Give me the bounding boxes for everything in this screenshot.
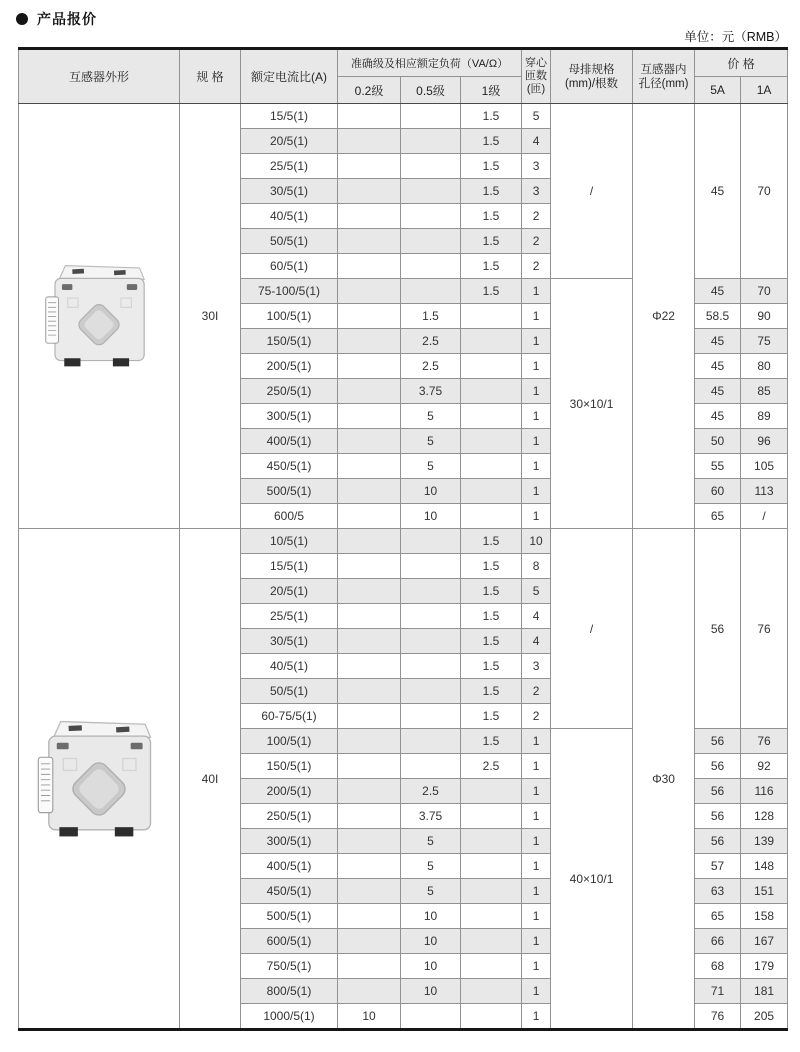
burden-02-cell (338, 579, 401, 604)
burden-1-cell: 1.5 (461, 254, 522, 279)
burden-02-cell (338, 979, 401, 1004)
ratio-cell: 600/5(1) (241, 929, 338, 954)
bore-cell: Φ22 (633, 104, 695, 529)
header-spec: 规 格 (180, 49, 241, 104)
ratio-cell: 10/5(1) (241, 529, 338, 554)
header-turns-line1: 穿心 (525, 57, 548, 69)
burden-02-cell (338, 679, 401, 704)
header-accuracy-group: 准确级及相应额定负荷（VA/Ω） (338, 49, 522, 77)
burden-1-cell: 1.5 (461, 529, 522, 554)
burden-1-cell: 1.5 (461, 104, 522, 129)
burden-05-cell (401, 654, 461, 679)
burden-02-cell (338, 429, 401, 454)
burden-1-cell: 1.5 (461, 154, 522, 179)
ratio-cell: 250/5(1) (241, 379, 338, 404)
burden-1-cell (461, 929, 522, 954)
price-5a-cell: 56 (695, 729, 741, 754)
price-1a-cell: 179 (741, 954, 788, 979)
burden-1-cell: 1.5 (461, 579, 522, 604)
turns-cell: 5 (522, 579, 551, 604)
burden-1-cell (461, 829, 522, 854)
price-5a-cell: 45 (695, 329, 741, 354)
header-ratio: 额定电流比(A) (241, 49, 338, 104)
burden-05-cell: 10 (401, 954, 461, 979)
price-5a-cell: 45 (695, 104, 741, 279)
burden-02-cell (338, 804, 401, 829)
burden-1-cell (461, 479, 522, 504)
turns-cell: 1 (522, 929, 551, 954)
ratio-cell: 1000/5(1) (241, 1004, 338, 1030)
ratio-cell: 40/5(1) (241, 654, 338, 679)
burden-05-cell (401, 679, 461, 704)
turns-cell: 1 (522, 804, 551, 829)
header-bore (633, 49, 695, 104)
burden-05-cell (401, 1004, 461, 1030)
turns-cell: 1 (522, 954, 551, 979)
burden-05-cell: 10 (401, 929, 461, 954)
ratio-cell: 20/5(1) (241, 129, 338, 154)
ratio-cell: 50/5(1) (241, 679, 338, 704)
transformer-image-wrap (19, 715, 179, 843)
bullet-icon (16, 13, 28, 25)
busbar-cell: 30×10/1 (551, 279, 633, 529)
price-1a-cell: 116 (741, 779, 788, 804)
price-1a-cell: 89 (741, 404, 788, 429)
burden-05-cell: 3.75 (401, 379, 461, 404)
burden-05-cell (401, 204, 461, 229)
price-5a-cell: 56 (695, 829, 741, 854)
turns-cell: 8 (522, 554, 551, 579)
price-1a-cell: 75 (741, 329, 788, 354)
burden-05-cell (401, 629, 461, 654)
ratio-cell: 15/5(1) (241, 554, 338, 579)
turns-cell: 1 (522, 279, 551, 304)
unit-note: 单位：元（RMB） (684, 30, 787, 44)
burden-05-cell: 1.5 (401, 304, 461, 329)
burden-02-cell (338, 279, 401, 304)
turns-cell: 1 (522, 979, 551, 1004)
burden-05-cell: 5 (401, 429, 461, 454)
burden-05-cell: 2.5 (401, 354, 461, 379)
ratio-cell: 500/5(1) (241, 904, 338, 929)
burden-05-cell (401, 279, 461, 304)
turns-cell: 2 (522, 229, 551, 254)
burden-02-cell (338, 504, 401, 529)
burden-02-cell (338, 604, 401, 629)
ratio-cell: 100/5(1) (241, 304, 338, 329)
price-1a-cell: 96 (741, 429, 788, 454)
header-row-1 (19, 49, 788, 77)
burden-1-cell: 1.5 (461, 679, 522, 704)
transformer-photo-0 (40, 261, 158, 371)
burden-05-cell: 5 (401, 879, 461, 904)
section-title (16, 9, 97, 29)
burden-05-cell: 2.5 (401, 329, 461, 354)
burden-02-cell (338, 179, 401, 204)
burden-05-cell: 3.75 (401, 804, 461, 829)
turns-cell: 1 (522, 1004, 551, 1030)
turns-cell: 3 (522, 179, 551, 204)
ratio-cell: 600/5 (241, 504, 338, 529)
table-row (19, 529, 788, 554)
burden-02-cell (338, 404, 401, 429)
price-1a-cell: 181 (741, 979, 788, 1004)
burden-02-cell (338, 104, 401, 129)
header-acc-02: 0.2级 (338, 77, 401, 104)
ratio-cell: 150/5(1) (241, 329, 338, 354)
burden-05-cell: 5 (401, 854, 461, 879)
burden-1-cell (461, 904, 522, 929)
spec-cell: 30I (180, 104, 241, 529)
spec-cell: 40I (180, 529, 241, 1030)
burden-05-cell: 5 (401, 829, 461, 854)
turns-cell: 1 (522, 904, 551, 929)
burden-1-cell: 1.5 (461, 179, 522, 204)
ratio-cell: 15/5(1) (241, 104, 338, 129)
price-1a-cell: 158 (741, 904, 788, 929)
price-5a-cell: 45 (695, 279, 741, 304)
price-1a-cell: 70 (741, 279, 788, 304)
burden-02-cell (338, 879, 401, 904)
burden-1-cell: 1.5 (461, 604, 522, 629)
turns-cell: 4 (522, 129, 551, 154)
header-acc-1: 1级 (461, 77, 522, 104)
ratio-cell: 30/5(1) (241, 629, 338, 654)
burden-05-cell (401, 254, 461, 279)
ratio-cell: 60/5(1) (241, 254, 338, 279)
burden-05-cell (401, 129, 461, 154)
burden-1-cell: 1.5 (461, 654, 522, 679)
burden-05-cell: 10 (401, 904, 461, 929)
price-5a-cell: 45 (695, 354, 741, 379)
turns-cell: 1 (522, 854, 551, 879)
ratio-cell: 800/5(1) (241, 979, 338, 1004)
turns-cell: 2 (522, 679, 551, 704)
price-1a-cell: / (741, 504, 788, 529)
burden-02-cell (338, 829, 401, 854)
burden-05-cell: 5 (401, 454, 461, 479)
burden-02-cell (338, 229, 401, 254)
busbar-cell: / (551, 529, 633, 729)
price-5a-cell: 71 (695, 979, 741, 1004)
ratio-cell: 500/5(1) (241, 479, 338, 504)
ratio-cell: 30/5(1) (241, 179, 338, 204)
burden-1-cell (461, 979, 522, 1004)
turns-cell: 10 (522, 529, 551, 554)
ratio-cell: 750/5(1) (241, 954, 338, 979)
header-turns-line3: (匝) (526, 83, 546, 95)
burden-02-cell (338, 654, 401, 679)
burden-02-cell (338, 754, 401, 779)
ratio-cell: 75-100/5(1) (241, 279, 338, 304)
burden-1-cell: 1.5 (461, 629, 522, 654)
ratio-cell: 50/5(1) (241, 229, 338, 254)
price-1a-cell: 167 (741, 929, 788, 954)
turns-cell: 1 (522, 329, 551, 354)
burden-05-cell (401, 179, 461, 204)
burden-1-cell (461, 454, 522, 479)
burden-1-cell (461, 954, 522, 979)
burden-02-cell (338, 254, 401, 279)
burden-05-cell (401, 154, 461, 179)
burden-1-cell (461, 779, 522, 804)
burden-02-cell (338, 779, 401, 804)
burden-05-cell: 2.5 (401, 779, 461, 804)
price-5a-cell: 65 (695, 504, 741, 529)
ratio-cell: 450/5(1) (241, 454, 338, 479)
transformer-image-cell (19, 529, 180, 1030)
price-5a-cell: 65 (695, 904, 741, 929)
header-busbar-line2: (mm)/根数 (565, 77, 619, 90)
burden-1-cell (461, 1004, 522, 1030)
busbar-cell: / (551, 104, 633, 279)
price-1a-cell: 70 (741, 104, 788, 279)
price-1a-cell: 105 (741, 454, 788, 479)
burden-02-cell (338, 379, 401, 404)
busbar-cell: 40×10/1 (551, 729, 633, 1030)
price-5a-cell: 45 (695, 404, 741, 429)
price-table-header (19, 49, 788, 104)
burden-02-cell (338, 954, 401, 979)
turns-cell: 2 (522, 704, 551, 729)
burden-02-cell (338, 204, 401, 229)
burden-1-cell: 2.5 (461, 754, 522, 779)
price-1a-cell: 139 (741, 829, 788, 854)
burden-02-cell (338, 129, 401, 154)
turns-cell: 4 (522, 604, 551, 629)
burden-05-cell (401, 704, 461, 729)
header-price-group: 价 格 (695, 49, 788, 77)
price-1a-cell: 76 (741, 729, 788, 754)
burden-1-cell: 1.5 (461, 704, 522, 729)
turns-cell: 2 (522, 254, 551, 279)
price-table-body (19, 104, 788, 1030)
turns-cell: 1 (522, 504, 551, 529)
ratio-cell: 450/5(1) (241, 879, 338, 904)
ratio-cell: 200/5(1) (241, 779, 338, 804)
burden-1-cell (461, 379, 522, 404)
burden-05-cell (401, 554, 461, 579)
price-5a-cell: 57 (695, 854, 741, 879)
ratio-cell: 250/5(1) (241, 804, 338, 829)
table-row (19, 104, 788, 129)
turns-cell: 1 (522, 379, 551, 404)
price-1a-cell: 76 (741, 529, 788, 729)
turns-cell: 1 (522, 879, 551, 904)
burden-02-cell (338, 304, 401, 329)
burden-05-cell (401, 754, 461, 779)
burden-02-cell: 10 (338, 1004, 401, 1030)
price-5a-cell: 56 (695, 804, 741, 829)
burden-05-cell (401, 529, 461, 554)
price-5a-cell: 63 (695, 879, 741, 904)
price-1a-cell: 128 (741, 804, 788, 829)
turns-cell: 1 (522, 354, 551, 379)
burden-1-cell: 1.5 (461, 554, 522, 579)
price-5a-cell: 55 (695, 454, 741, 479)
price-1a-cell: 85 (741, 379, 788, 404)
turns-cell: 1 (522, 304, 551, 329)
burden-02-cell (338, 454, 401, 479)
turns-cell: 1 (522, 829, 551, 854)
burden-02-cell (338, 929, 401, 954)
price-table (18, 47, 788, 1031)
burden-1-cell (461, 854, 522, 879)
ratio-cell: 100/5(1) (241, 729, 338, 754)
turns-cell: 1 (522, 454, 551, 479)
page-title: 产品报价 (37, 11, 97, 27)
price-1a-cell: 151 (741, 879, 788, 904)
price-5a-cell: 60 (695, 479, 741, 504)
burden-02-cell (338, 729, 401, 754)
burden-05-cell (401, 579, 461, 604)
ratio-cell: 150/5(1) (241, 754, 338, 779)
burden-1-cell (461, 504, 522, 529)
header-price-1a: 1A (741, 77, 788, 104)
burden-1-cell: 1.5 (461, 729, 522, 754)
burden-05-cell (401, 604, 461, 629)
price-5a-cell: 58.5 (695, 304, 741, 329)
burden-05-cell: 10 (401, 979, 461, 1004)
price-1a-cell: 148 (741, 854, 788, 879)
price-5a-cell: 56 (695, 754, 741, 779)
turns-cell: 3 (522, 654, 551, 679)
header-busbar-line1: 母排规格 (568, 63, 615, 76)
turns-cell: 1 (522, 479, 551, 504)
burden-1-cell (461, 329, 522, 354)
burden-1-cell: 1.5 (461, 229, 522, 254)
ratio-cell: 300/5(1) (241, 829, 338, 854)
price-5a-cell: 45 (695, 379, 741, 404)
burden-05-cell: 10 (401, 479, 461, 504)
turns-cell: 1 (522, 404, 551, 429)
price-1a-cell: 92 (741, 754, 788, 779)
ratio-cell: 60-75/5(1) (241, 704, 338, 729)
burden-02-cell (338, 854, 401, 879)
price-1a-cell: 90 (741, 304, 788, 329)
burden-02-cell (338, 329, 401, 354)
price-1a-cell: 113 (741, 479, 788, 504)
burden-02-cell (338, 479, 401, 504)
ratio-cell: 40/5(1) (241, 204, 338, 229)
price-5a-cell: 56 (695, 529, 741, 729)
turns-cell: 1 (522, 779, 551, 804)
burden-05-cell (401, 229, 461, 254)
price-5a-cell: 66 (695, 929, 741, 954)
ratio-cell: 200/5(1) (241, 354, 338, 379)
turns-cell: 3 (522, 154, 551, 179)
burden-1-cell (461, 804, 522, 829)
burden-02-cell (338, 904, 401, 929)
header-acc-05: 0.5级 (401, 77, 461, 104)
ratio-cell: 400/5(1) (241, 854, 338, 879)
header-turns (522, 49, 551, 104)
burden-02-cell (338, 629, 401, 654)
burden-1-cell (461, 429, 522, 454)
burden-1-cell (461, 354, 522, 379)
turns-cell: 1 (522, 429, 551, 454)
header-shape: 互感器外形 (19, 49, 180, 104)
turns-cell: 1 (522, 754, 551, 779)
burden-05-cell (401, 729, 461, 754)
header-bore-line2: 孔径(mm) (638, 77, 689, 90)
header-busbar (551, 49, 633, 104)
burden-1-cell (461, 404, 522, 429)
burden-1-cell (461, 879, 522, 904)
burden-02-cell (338, 704, 401, 729)
price-5a-cell: 76 (695, 1004, 741, 1030)
ratio-cell: 25/5(1) (241, 604, 338, 629)
burden-1-cell (461, 304, 522, 329)
price-1a-cell: 205 (741, 1004, 788, 1030)
header-bore-line1: 互感器内 (640, 63, 687, 76)
burden-1-cell: 1.5 (461, 204, 522, 229)
burden-05-cell: 10 (401, 504, 461, 529)
ratio-cell: 400/5(1) (241, 429, 338, 454)
turns-cell: 5 (522, 104, 551, 129)
price-5a-cell: 50 (695, 429, 741, 454)
burden-02-cell (338, 354, 401, 379)
burden-05-cell (401, 104, 461, 129)
burden-05-cell: 5 (401, 404, 461, 429)
burden-1-cell: 1.5 (461, 279, 522, 304)
burden-02-cell (338, 529, 401, 554)
header-turns-line2: 匝数 (525, 70, 548, 82)
ratio-cell: 20/5(1) (241, 579, 338, 604)
ratio-cell: 300/5(1) (241, 404, 338, 429)
turns-cell: 2 (522, 204, 551, 229)
header-price-5a: 5A (695, 77, 741, 104)
ratio-cell: 25/5(1) (241, 154, 338, 179)
transformer-image-cell (19, 104, 180, 529)
burden-02-cell (338, 154, 401, 179)
transformer-photo-1 (33, 715, 165, 843)
burden-1-cell: 1.5 (461, 129, 522, 154)
turns-cell: 4 (522, 629, 551, 654)
transformer-image-wrap (19, 261, 179, 371)
price-5a-cell: 68 (695, 954, 741, 979)
turns-cell: 1 (522, 729, 551, 754)
burden-02-cell (338, 554, 401, 579)
bore-cell: Φ30 (633, 529, 695, 1030)
price-5a-cell: 56 (695, 779, 741, 804)
price-1a-cell: 80 (741, 354, 788, 379)
